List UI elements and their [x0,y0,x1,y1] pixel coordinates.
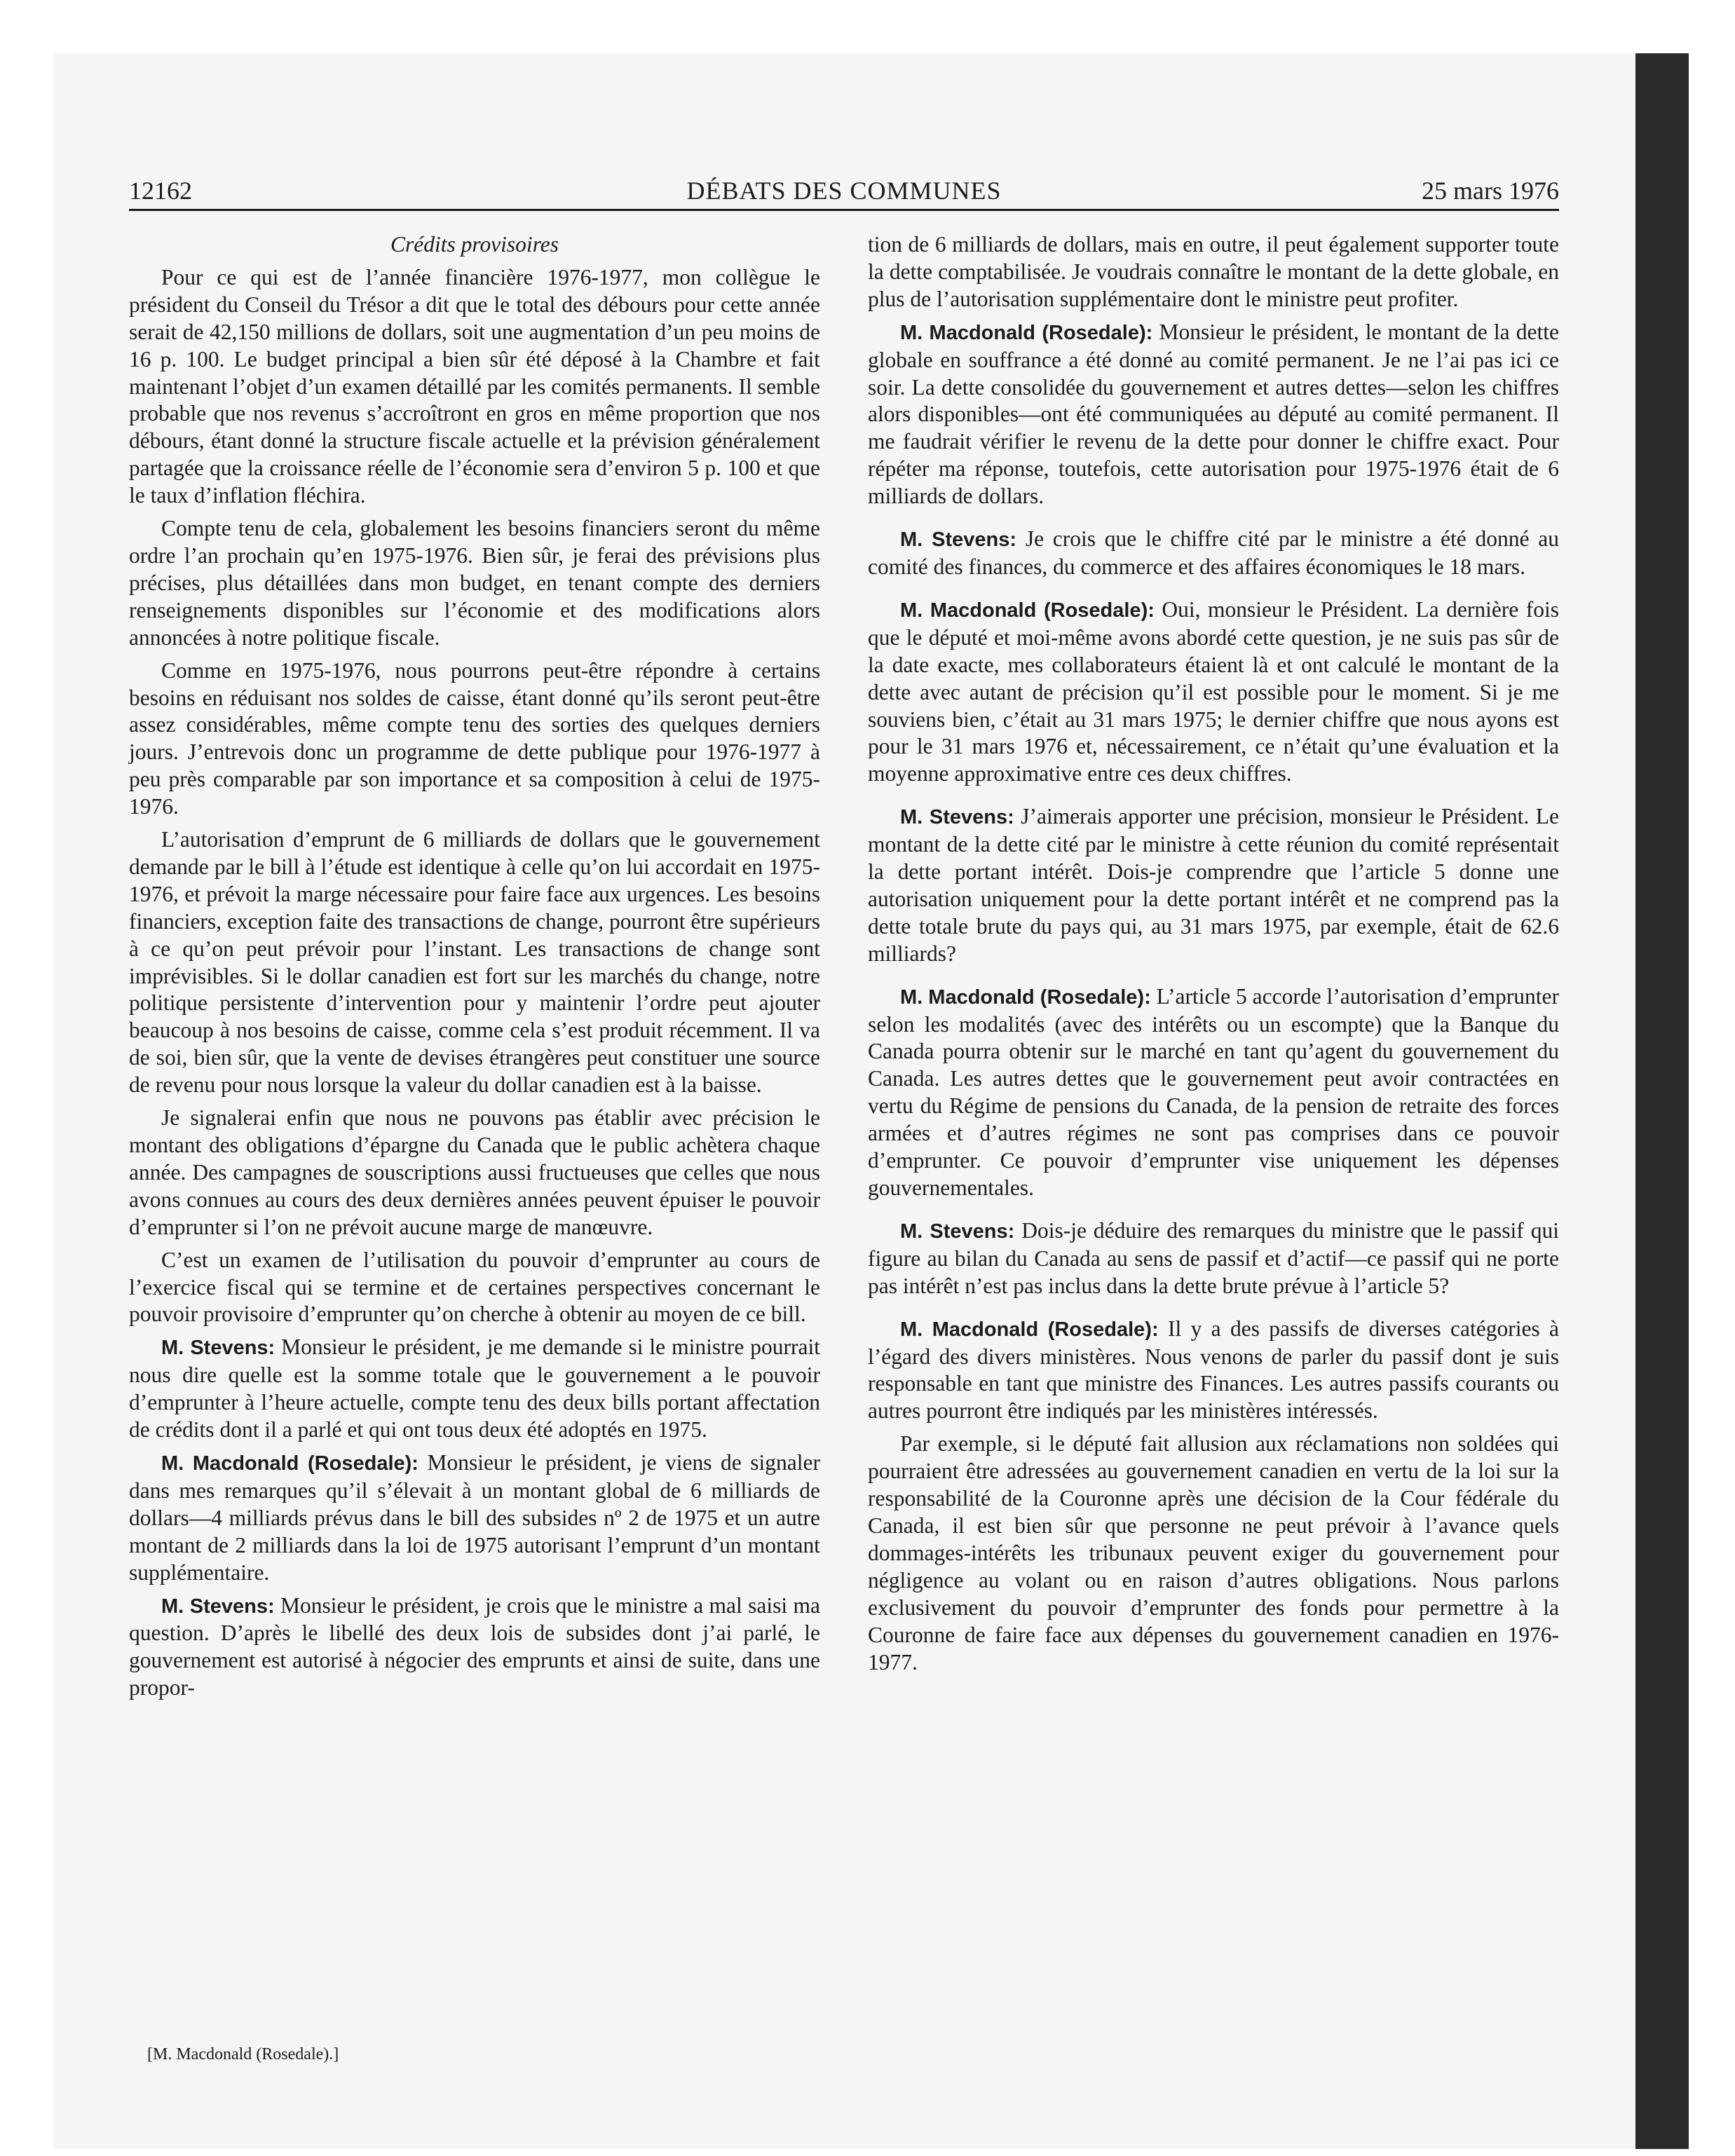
paragraph-text: Oui, monsieur le Président. La dernière fois que le député et moi-même avons abordé cette question, je ne suis pas sûr de la date exacte, mes collaborateurs étaient là et ont calculé le montant de la dette avec autant de précision qu’il est possible pour le moment. Si je me souviens bien, c’était au 31 mars 1975; le dernier chiffre que nous ayons est pour le 31 mars 1976 et, nécessairement, ce n’était qu’une évaluation et la moyenne approximative entre ces deux chiffres. [868,596,1559,786]
speaker-name: M. Macdonald (Rosedale): [900,599,1155,622]
paragraph [868,983,1559,1202]
paragraph-text: Comme en 1975-1976, nous pourrons peut-être répondre à certains besoins en réduisant nos soldes de caisse, étant donné qu’ils seront peut-être assez considérables, même compte tenu des sorties des quelques derniers jours. J’entrevois donc un programme de dette publique pour 1976-1977 à peu près comparable par son importance et sa composition à celui de 1975-1976. [129,657,820,819]
paragraph-text: Monsieur le président, je viens de signaler dans mes remarques qu’il s’élevait à un montant global de 6 milliards de dollars—4 milliards prévus dans le bill des subsides nº 2 de 1975 et un autre montant de 2 milliards dans la loi de 1975 autorisant l’emprunt d’un montant supplémentaire. [129,1449,821,1585]
page-header [129,174,1559,211]
section-title: Crédits provisoires [390,232,559,257]
right-column [868,231,1559,1681]
paragraph-text: Monsieur le président, le montant de la dette globale en souffrance a été donné au comité permanent. Je ne l’ai pas ici ce soir. La dette consolidée du gouvernement et autres dettes—selon les chiffres alors disponibles—ont été communiquées au député au comité permanent. Il me faudrait vérifier le revenu de la dette pour donner le chiffre exact. Pour répéter ma réponse, toutefois, cette autorisation pour 1975-1976 était de 6 milliards de dollars. [868,319,1560,509]
paragraph [868,526,1559,581]
paragraph-text: L’article 5 accorde l’autorisation d’emprunter selon les modalités (avec des intérêts ou un escompte) que la Banque du Canada pourra obtenir sur le marché en tant qu’agent du gouvernement du Canada. Les autres dettes que le gouvernement peut avoir contractées en vertu du Régime de pensions du Canada, de la pension de retraite des forces armées et d’autres régimes ne sont pas comprises dans ce pouvoir d’emprunter. Ce pouvoir d’emprunter vise uniquement les dépenses gouvernementales. [868,983,1560,1200]
paragraph-text: Pour ce qui est de l’année financière 1976-1977, mon collègue le président du Conseil du Trésor a dit que le total des débours pour cette année serait de 42,150 millions de dollars, soit une augmentation d’un peu moins de 16 p. 100. Le budget principal a bien sûr été déposé à la Chambre et fait maintenant l’objet d’un examen détaillé par les comités permanents. Il semble probable que nos revenus s’accroîtront en gros en même proportion que nos débours, étant donné la structure fiscale actuelle et la prévision généralement partagée que la croissance réelle de l’économie sera d’environ 5 p. 100 et que le taux d’inflation fléchira. [129,264,820,508]
paragraph [129,1334,820,1444]
speaker-name: M. Stevens: [161,1595,275,1618]
paragraph [129,1105,820,1241]
paragraph [129,515,820,652]
speaker-name: M. Macdonald (Rosedale): [900,1318,1159,1341]
scan-edge-shadow [1635,53,1689,2149]
paragraph [129,1592,820,1703]
paragraph [868,319,1559,510]
paragraph [129,1247,820,1329]
page-number: 12162 [129,177,192,205]
paragraph-text: Il y a des passifs de diverses catégories à l’égard des divers ministères. Nous venons de parler du passif dont je suis responsable en tant que ministre des Finances. Les autres passifs courants ou autres pourront être indiqués par les ministères intéressés. [868,1316,1560,1424]
paragraph [868,596,1559,788]
speaker-name: M. Stevens: [900,1220,1015,1243]
paragraph-text: C’est un examen de l’utilisation du pouvoir d’emprunter au cours de l’exercice fiscal qui se termine et de certaines perspectives concernant le pouvoir provisoire d’emprunter qu’on cherche à obtenir au moyen de ce bill. [129,1247,820,1327]
paragraph [868,231,1559,313]
paragraph [868,1217,1559,1300]
paragraph-text: J’aimerais apporter une précision, monsieur le Président. Le montant de la dette cité par le ministre à cette réunion du comité représentait la dette portant intérêt. Dois-je comprendre que l’article 5 donne une autorisation uniquement pour la dette portant intérêt et ne comprend pas la dette totale brute du pays qui, au 31 mars 1975, par exemple, était de 62.6 milliards? [868,804,1559,966]
paragraph [868,1316,1559,1426]
paragraph-text: tion de 6 milliards de dollars, mais en outre, il peut également supporter toute la dette comptabilisée. Je voudrais connaître le montant de la dette globale, en plus de l’autorisation supplémentaire dont le ministre peut profiter. [868,232,1559,311]
footer-speaker-note: [M. Macdonald (Rosedale).] [147,2045,339,2063]
paragraph-text: Je crois que le chiffre cité par le ministre a été donné au comité des finances, du commerce et des affaires économiques le 18 mars. [868,526,1559,579]
paragraph [129,1449,820,1587]
speaker-name: M. Stevens: [900,806,1014,829]
paragraph-text: Monsieur le président, je crois que le ministre a mal saisi ma question. D’après le libellé des deux lois de subsides dont j’ai parlé, le gouvernement est autorisé à négocier des emprunts et ainsi de suite, dans une propor- [129,1592,820,1700]
paragraph-text: Monsieur le président, je me demande si le ministre pourrait nous dire quelle est la somme totale que le gouvernement a le pouvoir d’emprunter à l’heure actuelle, compte tenu des deux bills portant affectation de crédits dont il a parlé et qui ont tous deux été adoptés en 1975. [129,1335,820,1442]
publication-title: DÉBATS DES COMMUNES [686,177,1002,205]
left-column [129,231,820,1707]
paragraph-text: Dois-je déduire des remarques du ministre que le passif qui figure au bilan du Canada au sens de passif et d’actif—ce passif qui ne porte pas intérêt n’est pas inclus dans la dette brute prévue à l’article 5? [868,1217,1559,1298]
speaker-name: M. Macdonald (Rosedale): [900,985,1151,1009]
paragraph [868,1431,1559,1676]
paragraph [129,264,820,510]
paragraph-text: Par exemple, si le député fait allusion aux réclamations non soldées qui pourraient être adressées au gouvernement canadien en vertu de la loi sur la responsabilité de la Couronne après une décision de la Cour fédérale du Canada, il est bien sûr que personne ne peut prévoir à l’avance quels dommages-intérêts les tribunaux peuvent exiger du gouvernement pour négligence au volant ou en raison d’autres obligations. Nous parlons exclusivement du pouvoir d’emprunter des fonds pour permettre à la Couronne de faire face aux dépenses du gouvernement canadien en 1976-1977. [868,1431,1559,1674]
speaker-name: M. Macdonald (Rosedale): [900,321,1153,344]
paragraph [129,826,820,1099]
page-date: 25 mars 1976 [1422,177,1559,205]
speaker-name: M. Stevens: [900,528,1017,552]
paragraph-text: L’autorisation d’emprunt de 6 milliards de dollars que le gouvernement demande par le bill à l’étude est identique à celle qu’on lui accordait en 1975-1976, et prévoit la marge nécessaire pour faire face aux urgences. Les besoins financiers, exception faite des transactions de change, pourront être supérieurs à ce qu’on peut prévoir pour l’instant. Les transactions de change sont imprévisibles. Si le dollar canadien est fort sur les marchés du change, notre politique persistente d’intervention pour y maintenir l’ordre peut ajouter beaucoup à nos besoins de caisse, comme cela s’est produit récemment. Il va de soi, bien sûr, que la vente de devises étrangères peut constituer une source de revenu pour nous lorsque la valeur du dollar canadien est à la baisse. [129,827,820,1098]
speaker-name: M. Stevens: [161,1337,275,1360]
paragraph-text: Compte tenu de cela, globalement les besoins financiers seront du même ordre l’an prochain qu’en 1975-1976. Bien sûr, je ferai des prévisions plus précises, plus détaillées dans mon budget, en tenant compte des derniers renseignements disponibles sur l’économie et des modifications alors annoncées à notre politique fiscale. [129,516,820,650]
paragraph [868,803,1559,967]
paragraph-text: Je signalerai enfin que nous ne pouvons pas établir avec précision le montant des obligations d’épargne du Canada que le public achètera chaque année. Des campagnes de souscriptions aussi fructueuses que celles que nous avons connues au cours des deux dernières années peuvent épuiser le pouvoir d’emprunter si l’on ne prévoit aucune marge de manœuvre. [129,1105,820,1239]
paragraph [129,657,820,821]
speaker-name: M. Macdonald (Rosedale): [161,1452,419,1475]
